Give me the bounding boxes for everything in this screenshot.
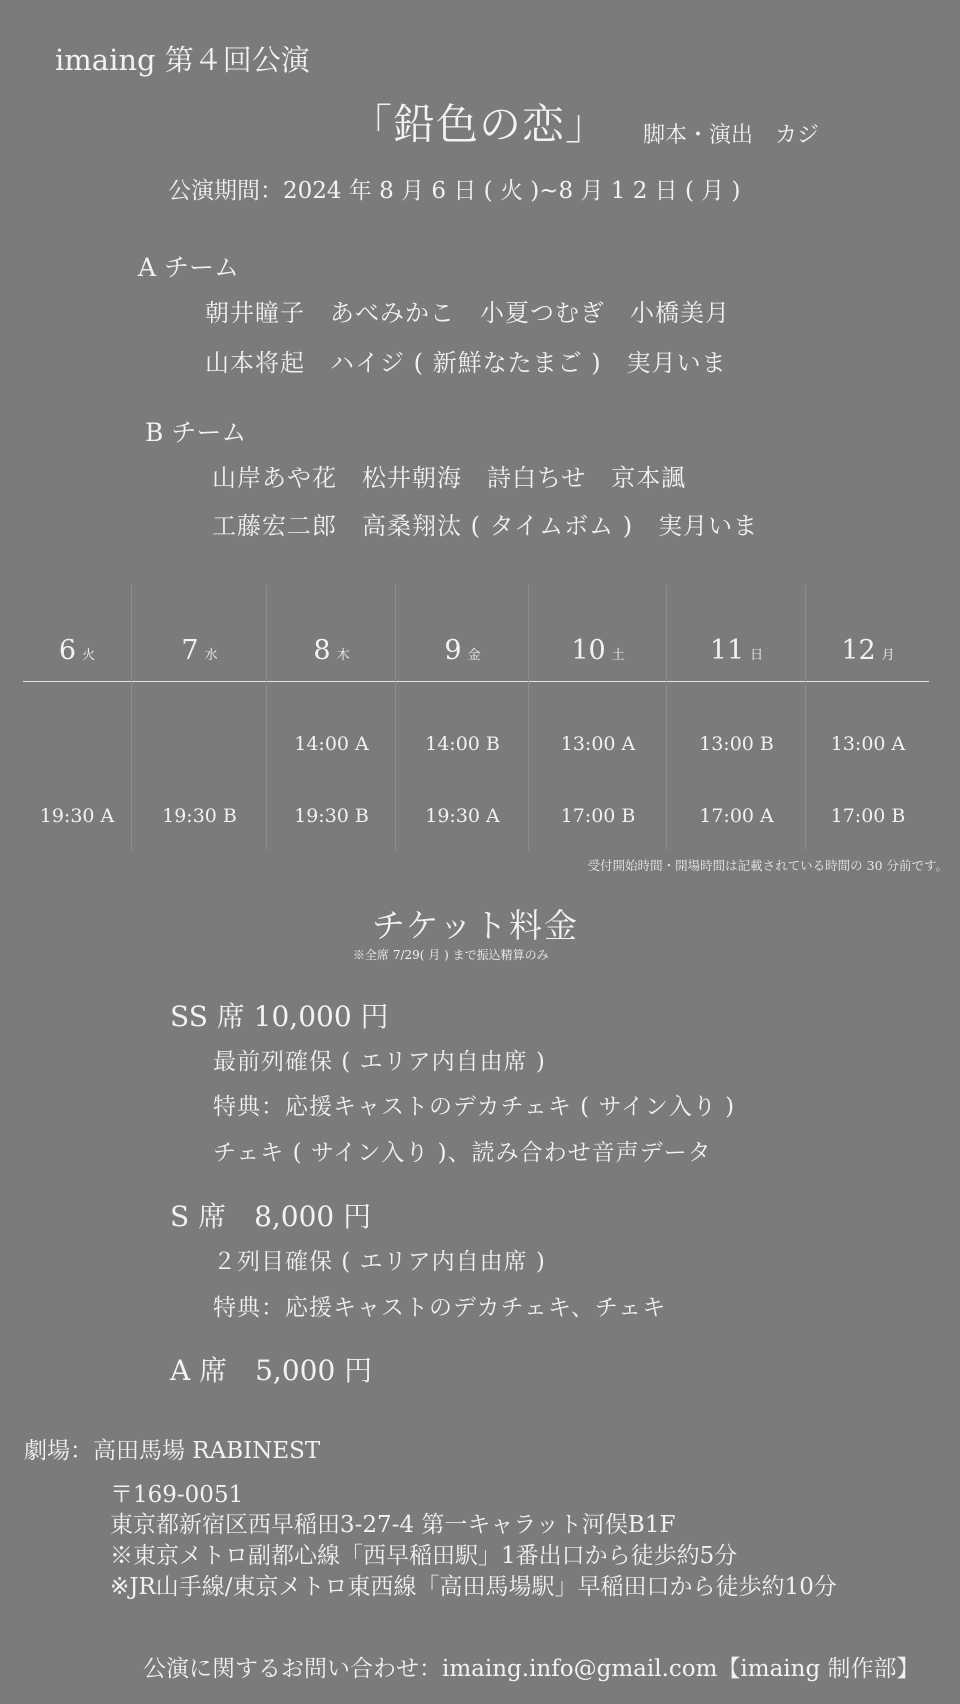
ticket-heading: チケット料金 xyxy=(372,906,580,945)
tier-ss-line-2: 特典：応援キャストのデカチェキ ( サイン入り ) xyxy=(213,1094,736,1120)
ticket-note: ※全席 7/29( 月 ) まで振込精算のみ xyxy=(353,948,549,962)
schedule-weekday: 日 xyxy=(750,648,764,663)
schedule-weekday: 木 xyxy=(336,648,350,663)
tier-ss-line-3: チェキ ( サイン入り )、読み合わせ音声データ xyxy=(213,1140,712,1166)
schedule-slot-bottom: 19:30 B xyxy=(294,805,369,827)
schedule-note: 受付開始時間・開場時間は記載されている時間の 30 分前です。 xyxy=(587,858,948,873)
schedule-day-column xyxy=(528,585,667,850)
schedule-slot-top: 14:00 B xyxy=(425,733,500,755)
contact-info: 公演に関するお問い合わせ：imaing.info@gmail.com【imaing 制作部】 xyxy=(143,1656,920,1682)
schedule-day-header xyxy=(23,635,131,666)
team-b-cast-line-2: 工藤宏二郎 高桑翔汰 ( タイムボム ) 実月いま xyxy=(212,512,759,540)
schedule-day-header xyxy=(132,635,267,666)
tier-s-name: S 席 8,000 円 xyxy=(170,1200,372,1233)
schedule-slot-bottom: 19:30 A xyxy=(425,805,500,827)
author-credit: 脚本・演出 カジ xyxy=(643,123,820,148)
schedule-day-column xyxy=(666,585,806,850)
schedule-slot-bottom: 17:00 A xyxy=(699,805,774,827)
team-b-label: B チーム xyxy=(145,418,247,447)
venue-access-2: ※JR山手線/東京メトロ東西線「高田馬場駅」早稲田口から徒歩約10分 xyxy=(110,1574,837,1600)
venue-access-1: ※東京メトロ副都心線「西早稲田駅」1番出口から徒歩約5分 xyxy=(110,1543,738,1569)
schedule-weekday: 火 xyxy=(82,648,96,663)
schedule-day-column xyxy=(805,585,930,850)
tier-ss-name: SS 席 10,000 円 xyxy=(170,1000,389,1033)
schedule-slot-bottom: 19:30 A xyxy=(39,805,115,827)
schedule-date: 8 xyxy=(313,635,331,666)
tier-a-name: A 席 5,000 円 xyxy=(170,1354,373,1387)
venue-address: 東京都新宿区西早稲田3-27-4 第一キャラット河俣B1F xyxy=(110,1512,676,1538)
team-a-cast-line-2: 山本将起 ハイジ ( 新鮮なたまご ) 実月いま xyxy=(205,349,727,377)
schedule-weekday: 水 xyxy=(204,648,218,663)
team-a-label: A チーム xyxy=(138,253,240,282)
schedule-day-header xyxy=(806,635,930,666)
schedule-day-column xyxy=(23,585,131,850)
schedule-date: 6 xyxy=(58,635,77,666)
tier-s-line-2: 特典：応援キャストのデカチェキ、チェキ xyxy=(213,1295,667,1321)
tier-s-line-1: ２列目確保 ( エリア内自由席 ) xyxy=(213,1249,546,1275)
team-b-cast-line-1: 山岸あや花 松井朝海 詩白ちせ 京本諷 xyxy=(212,464,687,492)
schedule-table xyxy=(23,585,929,850)
play-title: 「鉛色の恋」 xyxy=(350,100,609,149)
schedule-day-header xyxy=(396,635,529,666)
schedule-date: 11 xyxy=(709,635,745,666)
schedule-date: 12 xyxy=(841,635,876,666)
schedule-date: 7 xyxy=(181,635,199,666)
venue-postal-code: 〒169-0051 xyxy=(110,1482,244,1508)
schedule-weekday: 月 xyxy=(881,648,895,663)
schedule-day-header xyxy=(667,635,806,666)
performance-period: 公演期間：2024 年 8 月 6 日 ( 火 )~8 月 1 2 日 ( 月 ) xyxy=(168,178,741,204)
schedule-day-column xyxy=(131,585,267,850)
schedule-weekday: 金 xyxy=(467,648,481,663)
schedule-slot-top: 13:00 B xyxy=(699,733,774,755)
schedule-day-header xyxy=(529,635,667,666)
schedule-date: 9 xyxy=(444,635,462,666)
schedule-date: 10 xyxy=(571,635,606,666)
schedule-slot-bottom: 19:30 B xyxy=(162,805,237,827)
schedule-day-header xyxy=(267,635,396,666)
company-name: imaing 第４回公演 xyxy=(55,43,310,77)
tier-ss-line-1: 最前列確保 ( エリア内自由席 ) xyxy=(213,1049,546,1075)
schedule-slot-top: 14:00 A xyxy=(294,733,369,755)
schedule-day-column xyxy=(395,585,529,850)
schedule-slot-bottom: 17:00 B xyxy=(560,805,636,827)
team-a-cast-line-1: 朝井瞳子 あべみかこ 小夏つむぎ 小橋美月 xyxy=(205,299,730,327)
schedule-slot-bottom: 17:00 B xyxy=(830,805,906,827)
schedule-slot-top: 13:00 A xyxy=(830,733,906,755)
venue-label: 劇場：高田馬場 RABINEST xyxy=(24,1438,321,1464)
schedule-slot-top: 13:00 A xyxy=(560,733,636,755)
schedule-weekday: 土 xyxy=(611,648,625,663)
schedule-day-column xyxy=(266,585,396,850)
